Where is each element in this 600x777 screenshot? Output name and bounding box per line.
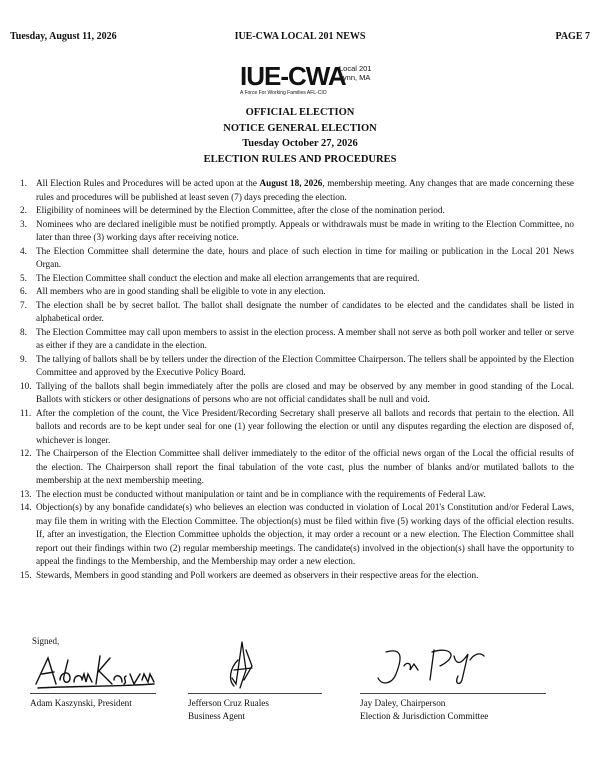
signatory-name: Adam Kaszynski, President bbox=[30, 698, 132, 708]
signatory-president bbox=[30, 697, 132, 710]
rule-text: All Election Rules and Procedures will be acted upon at the bbox=[36, 178, 260, 188]
signature-line-president bbox=[30, 693, 156, 694]
rule-number: 14. bbox=[20, 502, 32, 512]
rule-number: 10. bbox=[20, 380, 32, 391]
rule-text: The Election Committee shall determine the date, hours and place of such election in time for mailing or publication in the Local 201 News Organ. bbox=[36, 245, 574, 269]
rule-number: 6. bbox=[20, 286, 27, 296]
signed-label: Signed, bbox=[32, 636, 60, 646]
title-notice: NOTICE GENERAL ELECTION bbox=[223, 122, 377, 134]
signature-president-image bbox=[30, 640, 160, 692]
logo-local-block bbox=[339, 64, 372, 82]
notice-titles bbox=[0, 105, 600, 167]
rule-item bbox=[20, 447, 574, 488]
rule-item bbox=[20, 299, 574, 326]
paper-name: IUE-CWA LOCAL 201 NEWS bbox=[234, 31, 366, 42]
rule-text: Nominees who are declared ineligible must be notified promptly. Appeals or withdrawals must be made in writing to the Election Committee, no later than three (3) working days after receiving notice. bbox=[36, 218, 574, 242]
meeting-date: August 18, 2026 bbox=[259, 178, 323, 188]
rule-text: After the completion of the count, the Vice President/Recording Secretary shall preserve all ballots and records that pertain to the election. All ballots and records are to be kept under seal for one (1) year following the election or until any disputes regarding the election are disposed of, whichever is longer. bbox=[36, 407, 574, 445]
rule-text: , membership meeting. Any changes that are made concerning these rules and procedures will be published at least seven (7) days preceding the election. bbox=[36, 178, 574, 202]
rule-item bbox=[20, 353, 574, 380]
rule-text: The Chairperson of the Election Committee shall deliver immediately to the editor of the official news organ of the Local the official results of the election. The Chairperson shall report the final tabulation of the vote cast, plus the number of blanks and/or mutilated ballots to the membership at the next membership meeting. bbox=[36, 448, 574, 485]
rule-number: 4. bbox=[20, 245, 27, 256]
rules-list bbox=[20, 177, 574, 582]
rule-item bbox=[20, 407, 574, 448]
title-election-date: Tuesday October 27, 2026 bbox=[242, 138, 358, 150]
signatory-title: Election & Jurisdiction Committee bbox=[360, 711, 489, 722]
rule-item bbox=[20, 177, 574, 204]
union-logo bbox=[0, 62, 600, 102]
rule-number: 15. bbox=[20, 569, 32, 580]
issue-date: Tuesday, August 11, 2026 bbox=[10, 31, 117, 42]
rule-number: 5. bbox=[20, 272, 27, 283]
rule-number: 13. bbox=[20, 488, 32, 499]
rule-text: Tallying of the ballots shall begin immediately after the polls are closed and may be observed by any member in good standing of the Local. Ballots with stickers or other designations of persons who are not official candidates shall be null and void. bbox=[36, 380, 574, 404]
logo-local: Local 201 bbox=[339, 64, 372, 73]
rule-text: The election shall be by secret ballot. The ballot shall designate the number of candidates to be elected and the candidates shall be listed in alphabetical order. bbox=[36, 299, 574, 323]
rule-number: 8. bbox=[20, 326, 27, 337]
rule-text: Objection(s) by any bonafide candidate(s) who believes an election was conducted in violation of Local 201's Constitution and/or Federal Laws, may file them in writing with the Election Committee. The objection(s) must be filed within five (5) working days of the official election results. If, after an investigation, the Election Committee upholds the objection, it may order a recount or a new election. The Election Committee shall report out their findings within two (2) regular membership meetings. The candidate(s) involved in the objection(s) shall have the opportunity to appeal the findings to the Membership, and the Membership may order a new election. bbox=[36, 502, 574, 566]
rule-number: 7. bbox=[20, 299, 27, 310]
rule-item bbox=[20, 285, 574, 299]
rule-text: Stewards, Members in good standing and Poll workers are deemed as observers in their respective areas for the election. bbox=[36, 569, 479, 580]
rule-text: All members who are in good standing shall be eligible to vote in any election. bbox=[36, 286, 326, 296]
rule-item bbox=[20, 569, 574, 583]
rule-number: 3. bbox=[20, 218, 27, 229]
signatory-name: Jefferson Cruz Ruales bbox=[188, 698, 269, 708]
logo-wordmark: IUE-CWA bbox=[240, 61, 346, 91]
signature-chairperson bbox=[370, 640, 490, 692]
rule-text: The Election Committee may call upon members to assist in the election process. A member shall not serve as both poll worker and teller or serve as either if they are a candidate in the election. bbox=[36, 326, 574, 350]
rule-item bbox=[20, 326, 574, 353]
page-number: PAGE 7 bbox=[555, 31, 590, 42]
page-header bbox=[10, 31, 590, 42]
rule-text: The election must be conducted without manipulation or taint and be in compliance with the requirements of Federal Law. bbox=[36, 488, 486, 499]
rule-item bbox=[20, 488, 574, 502]
rule-item bbox=[20, 245, 574, 272]
signature-business-agent bbox=[212, 640, 272, 692]
signatory-business-agent bbox=[188, 697, 269, 723]
signature-chairperson-image bbox=[370, 640, 490, 692]
signature-business-agent-image bbox=[212, 640, 272, 692]
rule-text: The tallying of ballots shall be by tellers under the direction of the Election Committee Chairperson. The tellers shall be appointed by the Election Committee and approved by the Executive Policy Board. bbox=[36, 353, 574, 377]
rule-number: 11. bbox=[20, 407, 32, 418]
rule-item bbox=[20, 204, 574, 218]
title-official-election: OFFICIAL ELECTION bbox=[245, 107, 355, 118]
rule-item bbox=[20, 380, 574, 407]
rule-number: 2. bbox=[20, 205, 27, 215]
rule-text: Eligibility of nominees will be determined by the Election Committee, after the close of the nomination period. bbox=[36, 205, 445, 215]
signatory-name: Jay Daley, Chairperson bbox=[360, 698, 446, 708]
rule-number: 12. bbox=[20, 448, 32, 458]
signature-president bbox=[30, 640, 160, 692]
rule-item bbox=[20, 218, 574, 245]
logo-tagline: A Force For Working Families AFL-CIO bbox=[240, 90, 327, 96]
signatory-title: Business Agent bbox=[188, 711, 245, 722]
signature-line-business-agent bbox=[188, 693, 322, 694]
title-rules: ELECTION RULES AND PROCEDURES bbox=[203, 153, 397, 165]
rule-number: 1. bbox=[20, 178, 27, 188]
rule-item bbox=[20, 272, 574, 286]
rule-text: The Election Committee shall conduct the election and make all election arrangements that are required. bbox=[36, 272, 420, 283]
rule-item bbox=[20, 501, 574, 569]
signature-line-chairperson bbox=[360, 693, 546, 694]
logo-city: Lynn, MA bbox=[339, 73, 371, 82]
signatory-chairperson bbox=[360, 697, 488, 723]
rule-number: 9. bbox=[20, 353, 27, 364]
